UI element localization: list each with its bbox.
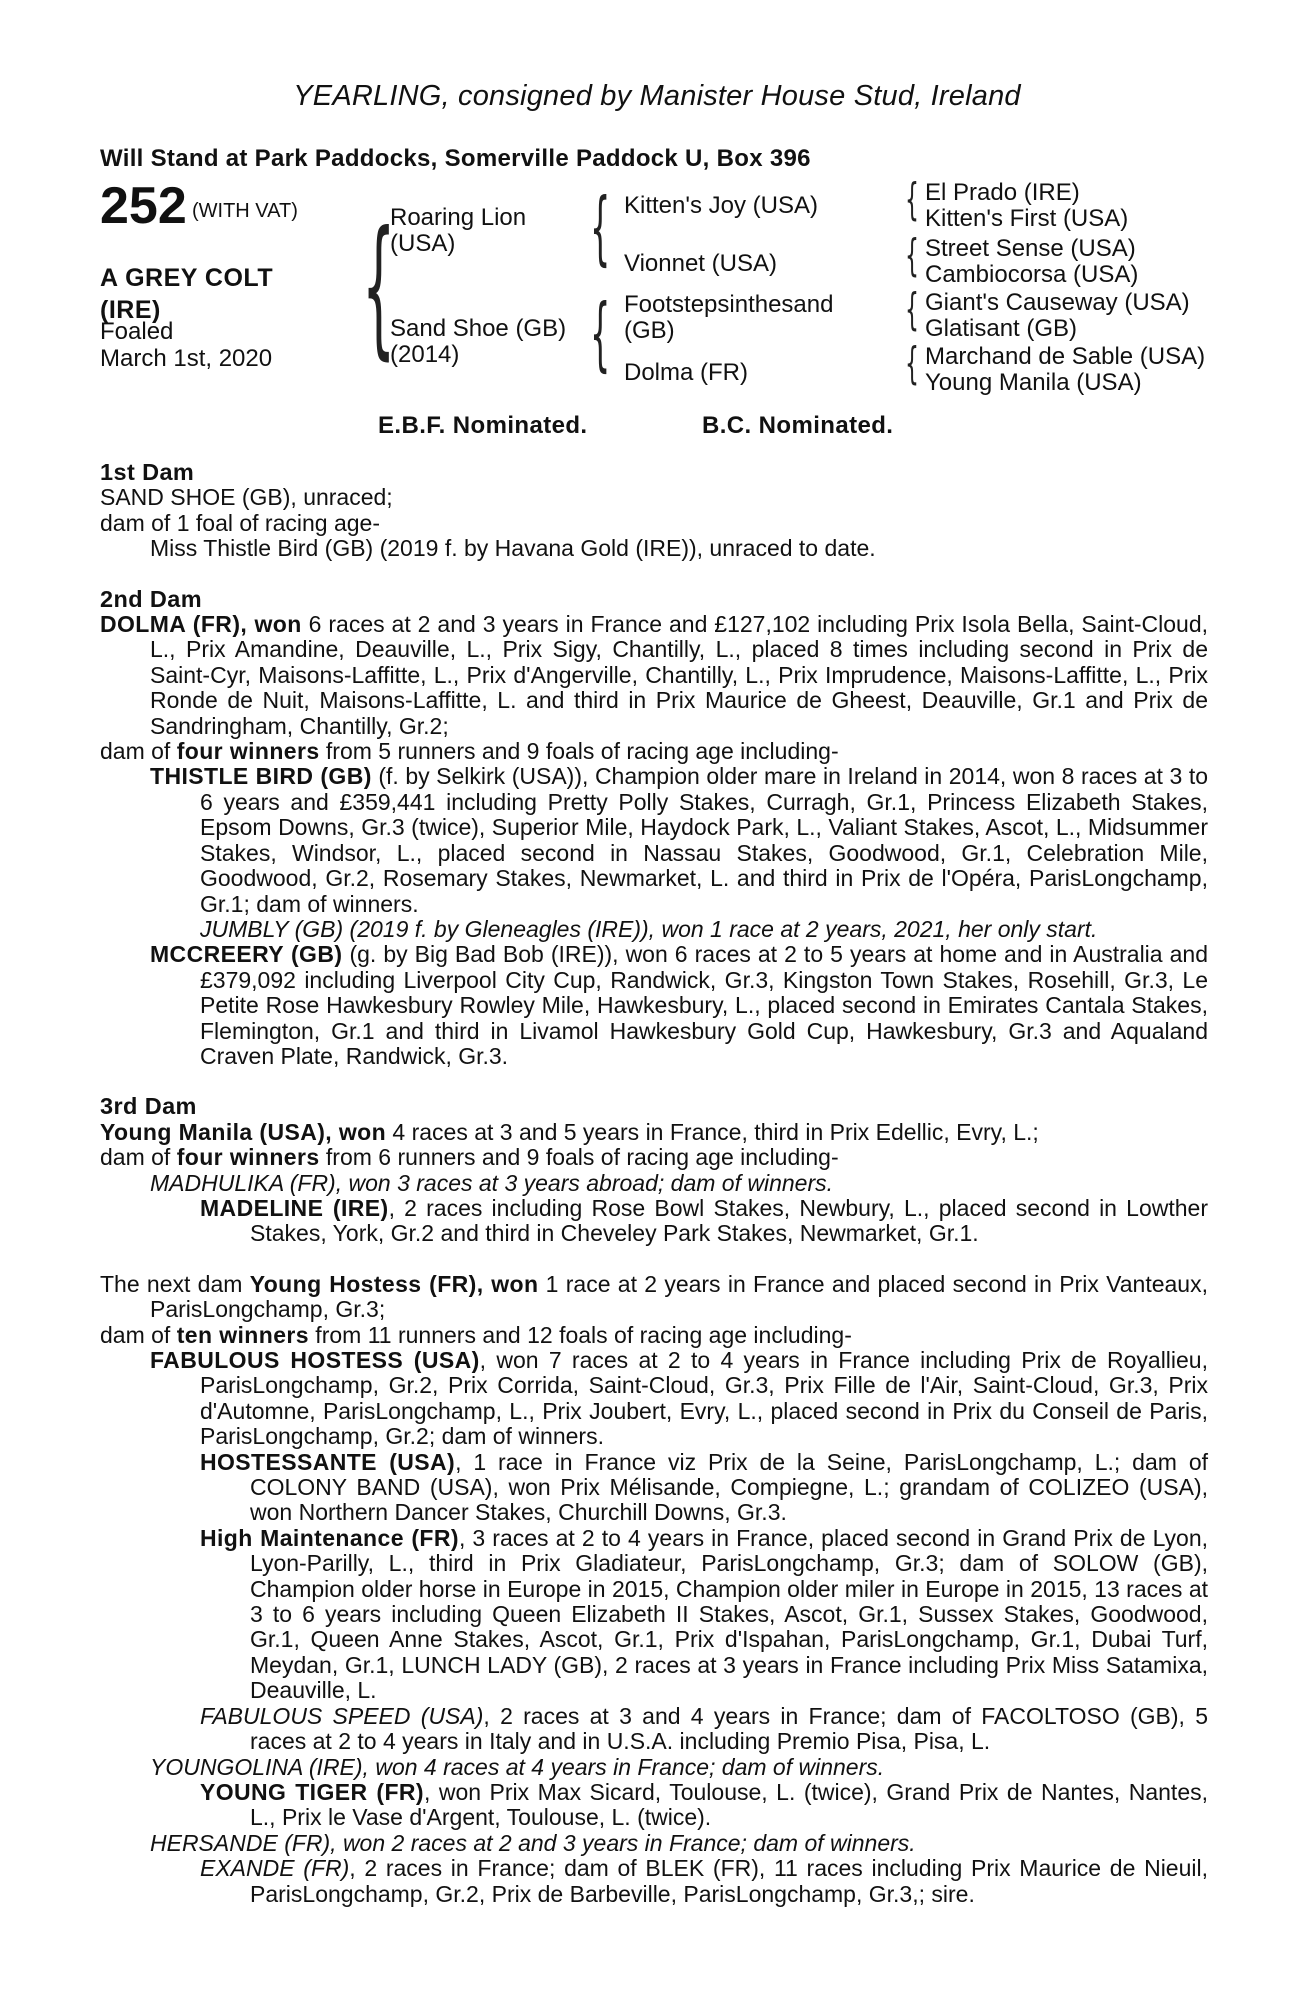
young-hostess-entry: The next dam Young Hostess (FR), won 1 race at 2 years in France and placed second in Prix Vanteaux, ParisLongchamp, Gr.3; <box>100 1270 1208 1323</box>
pedigree-g3: Street Sense (USA) <box>925 235 1136 262</box>
thistle-bird-entry: THISTLE BIRD (GB) (f. by Selkirk (USA)), Champion older mare in Ireland in 2014, won 8 races at 3 to 6 years and £359,441 including Pretty Polly Stakes, Curragh, Gr.1, Princess Elizabeth Stakes, Epsom Downs, Gr.3 (twice), Superior Mile, Haydock Park, L., Valiant Stakes, Ascot, L., Midsummer Stakes, Windsor, L., placed second in Nassau Stakes, Goodwood, Gr.1, Celebration Mile, Goodwood, Gr.2, Rosemary Stakes, Newmarket, L. and third in Prix de l'Opéra, ParisLongchamp, Gr.1; dam of winners. <box>150 763 1209 917</box>
young-manila-entry: Young Manila (USA), won 4 races at 3 and 5 years in France, third in Prix Edellic, Evry, L.; <box>100 1118 1039 1145</box>
ebf-nomination: E.B.F. Nominated. <box>378 412 588 439</box>
pedigree-g1: El Prado (IRE) <box>925 179 1080 206</box>
pedigree-dam-sire: Footstepsinthesand (GB) <box>624 291 834 344</box>
pedigree-g4: Cambiocorsa (USA) <box>925 261 1139 288</box>
youngolina-entry: YOUNGOLINA (IRE), won 4 races at 4 years in France; dam of winners. <box>150 1753 885 1780</box>
vat-note: (WITH VAT) <box>192 200 298 222</box>
foaled-date: March 1st, 2020 <box>100 345 273 372</box>
pedigree-brace-main: { <box>362 200 396 374</box>
pedigree-sire-dam: Vionnet (USA) <box>624 250 777 277</box>
pedigree-g5: Giant's Causeway (USA) <box>925 289 1190 316</box>
third-dam-heading: 3rd Dam <box>100 1093 197 1120</box>
foaled-label: Foaled <box>100 318 174 345</box>
pedigree-g8: Young Manila (USA) <box>925 369 1142 396</box>
pedigree-brace-g34: { <box>905 230 919 281</box>
madhulika-entry: MADHULIKA (FR), won 3 races at 3 years abroad; dam of winners. <box>150 1169 834 1196</box>
pedigree-dam: Sand Shoe (GB) (2014) <box>390 315 567 368</box>
hostessante-entry: HOSTESSANTE (USA), 1 race in France viz Prix de la Seine, ParisLongchamp, L.; dam of COLONY BAND (USA), won Prix Mélisande, Compiegne, L.; grandam of COLIZEO (USA), won Northern Dancer Stakes, Churchill Downs, Gr.3. <box>200 1448 1208 1526</box>
first-dam-line2: dam of 1 foal of racing age- <box>100 509 380 536</box>
consignment-header: YEARLING, consigned by Manister House Stud, Ireland <box>293 80 1021 112</box>
horse-description: A GREY COLT (IRE) <box>100 264 274 324</box>
young-tiger-entry: YOUNG TIGER (FR), won Prix Max Sicard, Toulouse, L. (twice), Grand Prix de Nantes, Nantes, L., Prix le Vase d'Argent, Toulouse, L. (twice). <box>200 1778 1208 1831</box>
pedigree-g2: Kitten's First (USA) <box>925 205 1129 232</box>
pedigree-dam-dam: Dolma (FR) <box>624 359 748 386</box>
bc-nomination: B.C. Nominated. <box>702 412 894 439</box>
exande-entry: EXANDE (FR), 2 races in France; dam of BLEK (FR), 11 races including Prix Maurice de Nieuil, ParisLongchamp, Gr.2, Prix de Barbeville, ParisLongchamp, Gr.3,; sire. <box>200 1855 1208 1907</box>
fabulous-speed-entry: FABULOUS SPEED (USA), 2 races at 3 and 4 years in France; dam of FACOLTOSO (GB), 5 races at 2 to 4 years in Italy and in U.S.A. including Premio Pisa, Pisa, L. <box>200 1702 1208 1755</box>
pedigree-g6: Glatisant (GB) <box>925 315 1078 342</box>
third-dam-produce: dam of four winners from 6 runners and 9 foals of racing age including- <box>100 1144 839 1171</box>
mccreery-entry: MCCREERY (GB) (g. by Big Bad Bob (IRE)), won 6 races at 2 to 5 years at home and in Australia and £379,092 including Liverpool City Cup, Randwick, Gr.3, Kingston Town Stakes, Rosehill, Gr.3, Le Petite Rose Hawkesbury Rowley Mile, Hawkesbury, L., placed second in Emirates Cantala Stakes, Flemington, Gr.1 and third in Livamol Hawkesbury Gold Cup, Hawkesbury, Gr.3 and Aqualand Craven Plate, Randwick, Gr.3. <box>150 941 1208 1069</box>
stand-location: Will Stand at Park Paddocks, Somerville Paddock U, Box 396 <box>100 145 811 172</box>
next-dam-produce: dam of ten winners from 11 runners and 12 foals of racing age including- <box>100 1321 852 1348</box>
foaled-info <box>100 318 360 372</box>
first-dam-line1: SAND SHOE (GB), unraced; <box>100 484 393 511</box>
pedigree-g7: Marchand de Sable (USA) <box>925 343 1206 370</box>
pedigree-brace-dam: { <box>590 287 611 380</box>
pedigree-brace-g56: { <box>905 284 919 335</box>
madeline-entry: MADELINE (IRE), 2 races including Rose Bowl Stakes, Newbury, L., placed second in Lowther Stakes, York, Gr.2 and third in Cheveley Park Stakes, Newmarket, Gr.1. <box>200 1194 1208 1247</box>
high-maintenance-entry: High Maintenance (FR), 3 races at 2 to 4 years in France, placed second in Grand Prix de Lyon, Lyon-Parilly, L., third in Prix Gladiateur, ParisLongchamp, Gr.3; dam of SOLOW (GB), Champion older horse in Europe in 2015, Champion older miler in Europe in 2015, 13 races at 3 to 6 years including Queen Elizabeth II Stakes, Ascot, Gr.1, Sussex Stakes, Goodwood, Gr.1, Queen Anne Stakes, Ascot, Gr.1, Prix d'Ispahan, ParisLongchamp, Gr.1, Dubai Turf, Meydan, Gr.1, LUNCH LADY (GB), 2 races at 3 years in France including Prix Miss Satamixa, Deauville, L. <box>200 1524 1208 1704</box>
pedigree-notes <box>100 460 1208 1907</box>
pedigree-brace-g12: { <box>905 174 919 225</box>
hersande-entry: HERSANDE (FR), won 2 races at 2 and 3 years in France; dam of winners. <box>150 1829 916 1856</box>
pedigree-brace-sire: { <box>590 181 611 274</box>
pedigree-sire: Roaring Lion (USA) <box>390 204 527 257</box>
pedigree-sire-sire: Kitten's Joy (USA) <box>624 192 818 219</box>
second-dam-produce: dam of four winners from 5 runners and 9 foals of racing age including- <box>100 738 839 765</box>
first-dam-heading: 1st Dam <box>100 459 195 485</box>
pedigree-brace-g78: { <box>905 338 919 389</box>
fabulous-hostess-entry: FABULOUS HOSTESS (USA), won 7 races at 2 to 4 years in France including Prix de Royallieu, ParisLongchamp, Gr.2, Prix Corrida, Saint-Cloud, Gr.3, Prix Fille de l'Air, Saint-Cloud, Gr.3, Prix d'Automne, ParisLongchamp, L., Prix Joubert, Evry, L., placed second in Prix du Conseil de Paris, ParisLongchamp, Gr.2; dam of winners. <box>150 1347 1208 1450</box>
dolma-entry: DOLMA (FR), won 6 races at 2 and 3 years in France and £127,102 including Prix Isola Bella, Saint-Cloud, L., Prix Amandine, Deauville, L., Prix Sigy, Chantilly, L., placed 8 times including second in Prix de Saint-Cyr, Maisons-Laffitte, L., Prix d'Angerville, Chantilly, L., Prix Imprudence, Maisons-Laffitte, L., Prix Ronde de Nuit, Maisons-Laffitte, L. and third in Prix Maurice de Gheest, Deauville, Gr.1 and Prix de Sandringham, Chantilly, Gr.2; <box>100 611 1208 739</box>
jumbly-entry: JUMBLY (GB) (2019 f. by Gleneagles (IRE)), won 1 race at 2 years, 2021, her only start. <box>200 915 1098 942</box>
lot-number: 252 <box>100 177 187 235</box>
second-dam-heading: 2nd Dam <box>100 585 203 612</box>
first-dam-foal: Miss Thistle Bird (GB) (2019 f. by Havana Gold (IRE)), unraced to date. <box>150 535 876 562</box>
